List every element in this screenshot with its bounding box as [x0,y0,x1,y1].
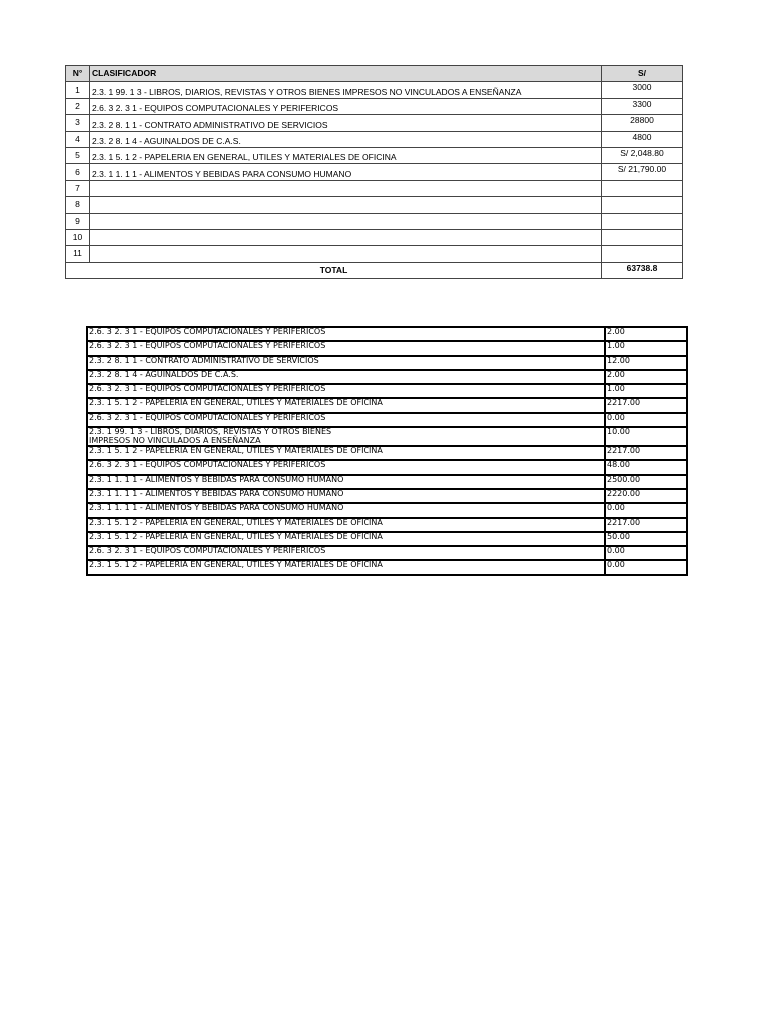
summary-total-row [66,262,683,278]
detail-description: 2.6. 3 2. 3 1 - EQUIPOS COMPUTACIONALES Y PERIFERICOS [87,413,605,427]
table-row [87,413,687,427]
detail-value: 0.00 [605,560,687,574]
table-row [66,147,683,163]
detail-description: 2.6. 3 2. 3 1 - EQUIPOS COMPUTACIONALES Y PERIFERICOS [87,546,605,560]
detail-description: 2.3. 2 8. 1 1 - CONTRATO ADMINISTRATIVO DE SERVICIOS [87,356,605,370]
detail-value: 2217.00 [605,446,687,460]
detail-value: 2.00 [605,327,687,341]
row-amount: 3000 [602,82,683,98]
row-amount [602,180,683,196]
row-clasificador [90,246,602,262]
row-clasificador [90,197,602,213]
detail-description: 2.6. 3 2. 3 1 - EQUIPOS COMPUTACIONALES Y PERIFERICOS [87,384,605,398]
detail-description: 2.3. 1 1. 1 1 - ALIMENTOS Y BEBIDAS PARA CONSUMO HUMANO [87,503,605,517]
row-clasificador [90,229,602,245]
row-number: 5 [66,147,90,163]
table-row [87,370,687,384]
detail-table [86,326,688,576]
table-row [87,532,687,546]
table-row [66,197,683,213]
row-number: 3 [66,115,90,131]
row-amount: 3300 [602,98,683,114]
row-amount: 28800 [602,115,683,131]
table-row [66,229,683,245]
summary-table [65,65,683,279]
detail-description: 2.6. 3 2. 3 1 - EQUIPOS COMPUTACIONALES Y PERIFERICOS [87,460,605,474]
detail-description: 2.3. 2 8. 1 4 - AGUINALDOS DE C.A.S. [87,370,605,384]
table-row [87,475,687,489]
table-row [87,560,687,574]
row-clasificador [90,180,602,196]
header-clasificador: CLASIFICADOR [90,66,602,82]
table-row [87,518,687,532]
detail-value: 1.00 [605,341,687,355]
detail-value: 48.00 [605,460,687,474]
table-row [87,460,687,474]
row-number: 7 [66,180,90,196]
header-number: N° [66,66,90,82]
detail-value: 0.00 [605,546,687,560]
summary-body [66,82,683,262]
detail-value: 2.00 [605,370,687,384]
total-value: 63738.8 [602,262,683,278]
header-amount: S/ [602,66,683,82]
table-row [87,503,687,517]
table-row [66,115,683,131]
row-number: 1 [66,82,90,98]
summary-header-row [66,66,683,82]
detail-description-text: 2.3. 1 99. 1 3 - LIBROS, DIARIOS, REVISTAS Y OTROS BIENES IMPRESOS NO VINCULADOS A ENSEÑANZA [89,427,332,445]
row-clasificador: 2.3. 2 8. 1 1 - CONTRATO ADMINISTRATIVO DE SERVICIOS [90,115,602,131]
row-clasificador: 2.3. 2 8. 1 4 - AGUINALDOS DE C.A.S. [90,131,602,147]
detail-description: 2.3. 1 1. 1 1 - ALIMENTOS Y BEBIDAS PARA CONSUMO HUMANO [87,475,605,489]
table-row [87,327,687,341]
detail-description: 2.3. 1 1. 1 1 - ALIMENTOS Y BEBIDAS PARA CONSUMO HUMANO [87,489,605,503]
total-label: TOTAL [66,262,602,278]
row-clasificador: 2.6. 3 2. 3 1 - EQUIPOS COMPUTACIONALES Y PERIFERICOS [90,98,602,114]
table-row [66,180,683,196]
table-row [87,384,687,398]
table-row [87,446,687,460]
table-row [66,213,683,229]
row-amount [602,197,683,213]
row-amount [602,229,683,245]
table-row [66,98,683,114]
detail-value: 50.00 [605,532,687,546]
table-row [87,356,687,370]
table-row [66,164,683,180]
detail-value: 1.00 [605,384,687,398]
detail-description: 2.3. 1 5. 1 2 - PAPELERIA EN GENERAL, UTILES Y MATERIALES DE OFICINA [87,560,605,574]
table-row [66,131,683,147]
table-row [87,398,687,412]
row-number: 2 [66,98,90,114]
detail-body [87,327,687,575]
detail-value: 0.00 [605,413,687,427]
row-amount [602,213,683,229]
table-row [87,489,687,503]
table-row [87,546,687,560]
row-number: 4 [66,131,90,147]
row-clasificador: 2.3. 1 5. 1 2 - PAPELERIA EN GENERAL, UTILES Y MATERIALES DE OFICINA [90,147,602,163]
detail-description: 2.6. 3 2. 3 1 - EQUIPOS COMPUTACIONALES Y PERIFERICOS [87,341,605,355]
detail-value: 12.00 [605,356,687,370]
table-row [87,341,687,355]
row-number: 6 [66,164,90,180]
table-row [66,82,683,98]
detail-value: 2217.00 [605,398,687,412]
row-number: 11 [66,246,90,262]
detail-value: 0.00 [605,503,687,517]
detail-description: 2.3. 1 5. 1 2 - PAPELERIA EN GENERAL, UTILES Y MATERIALES DE OFICINA [87,398,605,412]
row-number: 8 [66,197,90,213]
detail-description [87,427,605,446]
detail-value: 10.00 [605,427,687,446]
detail-description: 2.3. 1 5. 1 2 - PAPELERIA EN GENERAL, UTILES Y MATERIALES DE OFICINA [87,446,605,460]
row-amount: 4800 [602,131,683,147]
row-amount: S/ 2,048.80 [602,147,683,163]
detail-description: 2.3. 1 5. 1 2 - PAPELERIA EN GENERAL, UTILES Y MATERIALES DE OFICINA [87,532,605,546]
row-clasificador: 2.3. 1 1. 1 1 - ALIMENTOS Y BEBIDAS PARA CONSUMO HUMANO [90,164,602,180]
row-clasificador [90,213,602,229]
row-number: 10 [66,229,90,245]
row-clasificador: 2.3. 1 99. 1 3 - LIBROS, DIARIOS, REVISTAS Y OTROS BIENES IMPRESOS NO VINCULADOS A ENSEÑANZA [90,82,602,98]
table-row [66,246,683,262]
detail-value: 2217.00 [605,518,687,532]
row-amount: S/ 21,790.00 [602,164,683,180]
detail-value: 2220.00 [605,489,687,503]
detail-description: 2.3. 1 5. 1 2 - PAPELERIA EN GENERAL, UTILES Y MATERIALES DE OFICINA [87,518,605,532]
row-amount [602,246,683,262]
row-number: 9 [66,213,90,229]
detail-value: 2500.00 [605,475,687,489]
table-row [87,427,687,446]
detail-description: 2.6. 3 2. 3 1 - EQUIPOS COMPUTACIONALES Y PERIFERICOS [87,327,605,341]
